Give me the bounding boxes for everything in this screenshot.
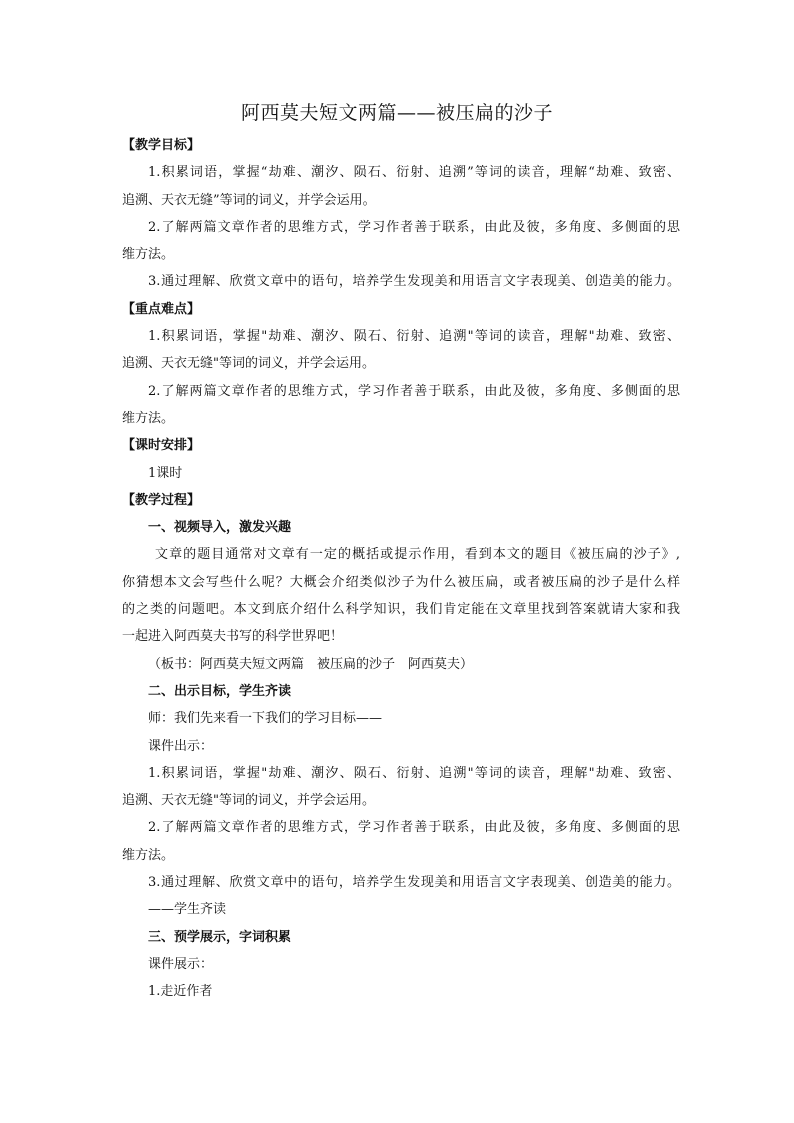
paragraph-line: 课件展示： (148, 956, 214, 972)
paragraph-line: 1.积累词语，掌握“劫难、潮汐、陨石、衍射、追溯”等词的读音，理解“劫难、致密、 (148, 165, 680, 181)
paragraph-line: 2.了解两篇文章作者的思维方式，学习作者善于联系，由此及彼，多角度、多侧面的思 (148, 383, 680, 399)
step-heading: 一、视频导入，激发兴趣 (148, 520, 292, 536)
paragraph-continuation: 一起进入阿西莫夫书写的科学世界吧！ (122, 629, 344, 645)
document-body (122, 136, 680, 1010)
paragraph-continuation: 追溯、天衣无缝”等词的词义，并学会运用。 (122, 192, 376, 208)
step-heading: 三、预学展示，字词积累 (148, 929, 292, 945)
paragraph-line: 3.通过理解、欣赏文章中的语句，培养学生发现美和用语言文字表现美、创造美的能力。 (148, 875, 680, 891)
paragraph-line: 课件出示： (148, 738, 214, 754)
paragraph-continuation: 追溯、天衣无缝"等词的词义，并学会运用。 (122, 356, 375, 372)
paragraph-continuation: 追溯、天衣无缝"等词的词义，并学会运用。 (122, 793, 375, 809)
paragraph-continuation: 的之类的问题吧。本文到底介绍什么科学知识，我们肯定能在文章里找到答案就请大家和我 (122, 602, 680, 618)
paragraph-continuation: 你猜想本文会写些什么呢？大概会介绍类似沙子为什么被压扁，或者被压扁的沙子是什么样 (122, 574, 680, 590)
paragraph-line: 1.走近作者 (148, 984, 213, 1000)
paragraph-continuation: 维方法。 (122, 247, 175, 263)
paragraph-line: 1课时 (148, 465, 183, 481)
section-heading: 【重点难点】 (122, 301, 201, 317)
section-heading: 【教学过程】 (122, 492, 201, 508)
paragraph-line: 文章的题目通常对文章有一定的概括或提示作用，看到本文的题目《被压扁的沙子》, (155, 547, 680, 563)
document-title: 阿西莫夫短文两篇——被压扁的沙子 (240, 102, 553, 124)
paragraph-line: 3.通过理解、欣赏文章中的语句，培养学生发现美和用语言文字表现美、创造美的能力。 (148, 274, 680, 290)
paragraph-continuation: 维方法。 (122, 410, 175, 426)
paragraph-line: ——学生齐读 (148, 902, 227, 918)
section-heading: 【教学目标】 (122, 138, 201, 153)
section-heading: 【课时安排】 (122, 438, 201, 454)
paragraph-continuation: 维方法。 (122, 847, 175, 863)
paragraph-line: 1.积累词语，掌握"劫难、潮汐、陨石、衍射、追溯"等词的读音，理解"劫难、致密、 (148, 765, 680, 781)
step-heading: 二、出示目标，学生齐读 (148, 683, 292, 699)
paragraph-line: （板书：阿西莫夫短文两篇 被压扁的沙子 阿西莫夫） (148, 656, 474, 672)
paragraph-line: 2.了解两篇文章作者的思维方式，学习作者善于联系，由此及彼，多角度、多侧面的思 (148, 820, 680, 836)
paragraph-line: 2.了解两篇文章作者的思维方式，学习作者善于联系，由此及彼，多角度、多侧面的思 (148, 219, 680, 235)
paragraph-line: 师：我们先来看一下我们的学习目标—— (148, 711, 383, 727)
paragraph-line: 1.积累词语，掌握"劫难、潮汐、陨石、衍射、追溯"等词的读音，理解"劫难、致密、 (148, 329, 680, 345)
